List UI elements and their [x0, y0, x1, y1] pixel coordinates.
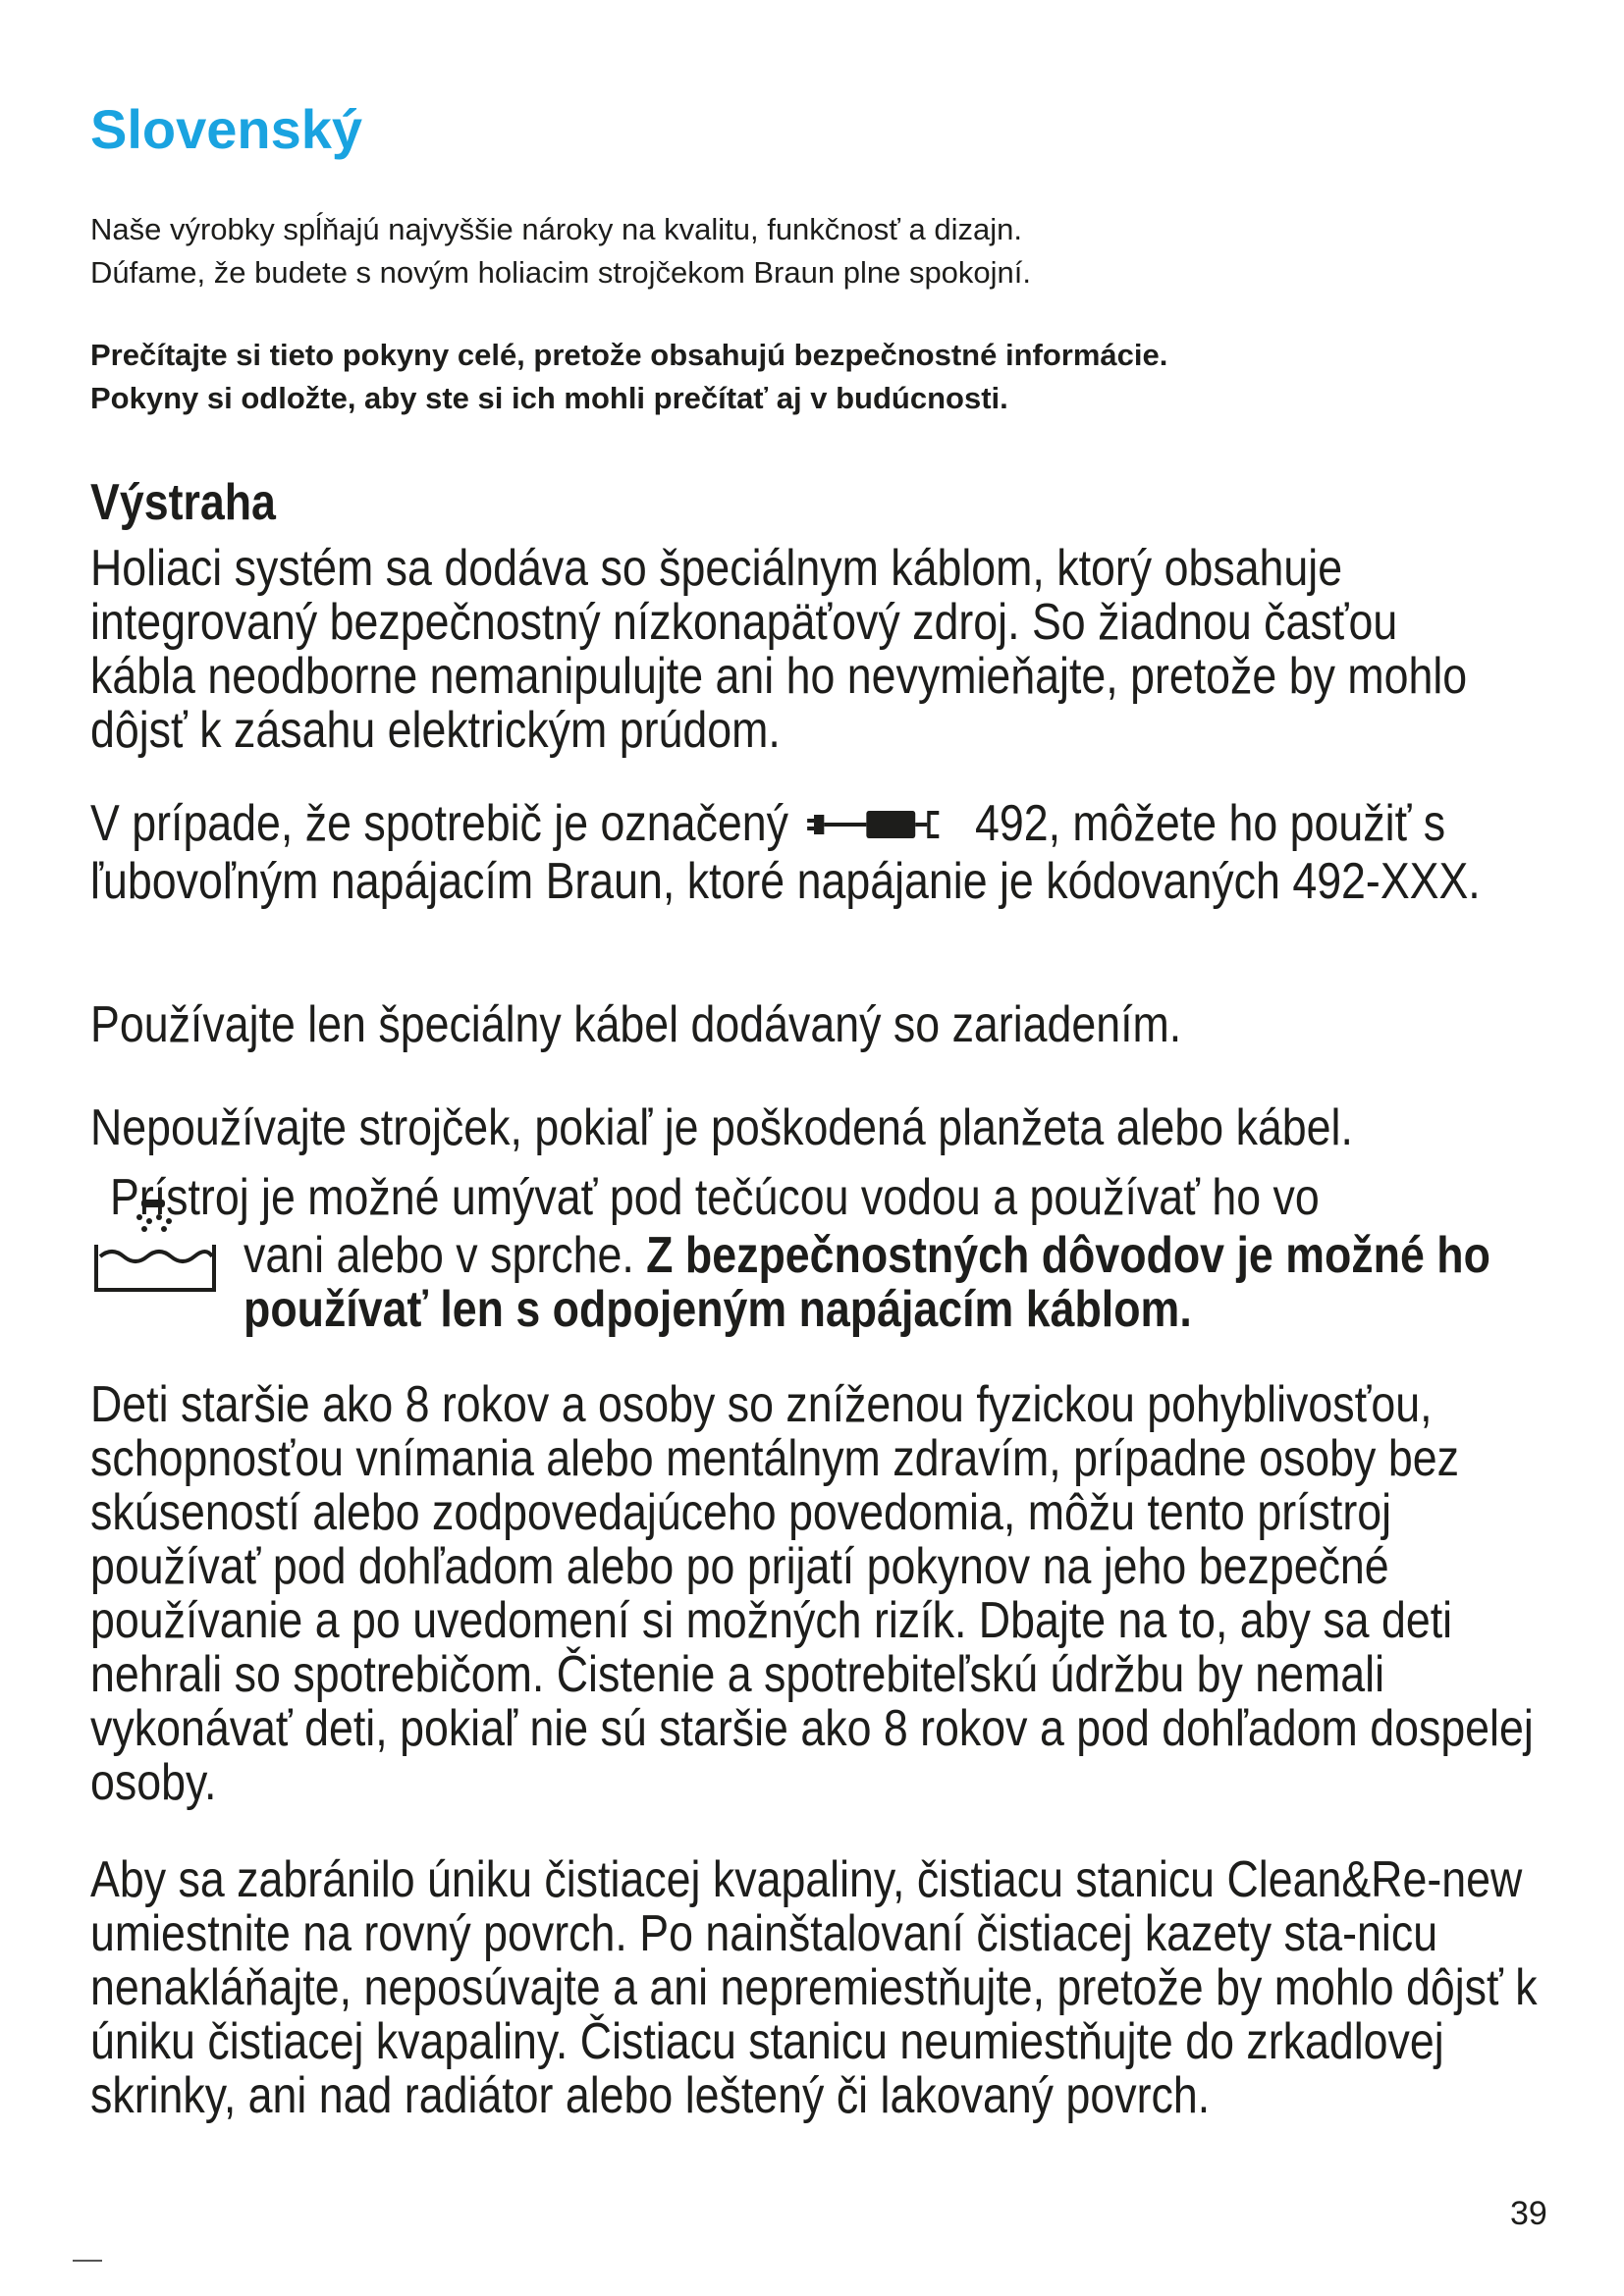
marked-text-before: V prípade, že spotrebič je označený: [90, 795, 788, 852]
intro-line: Dúfame, že budete s novým holiacim strojčekom Braun plne spokojní.: [90, 255, 1032, 290]
paragraph-washable-rest: [244, 1229, 1595, 1337]
paragraph-cleaning-station: Aby sa zabránilo úniku čistiacej kvapaliny, čistiacu stanicu Clean&Re-new umiestnite na rovný povrch. Po nainštalovaní čistiacej kazety sta-nicu nenakláňajte, neposúvajte a ani nepremiestňujte, pretože by mohlo dôjsť k úniku čistiacej kvapaliny. Čistiacu stanicu neumiestňujte do zrkadlovej skrinky, ani nad radiátor alebo leštený či lakovaný povrch.: [90, 1851, 1538, 2124]
warning-title: Výstraha: [90, 474, 276, 531]
language-heading: Slovenský: [90, 98, 363, 160]
washable-bold-warning: Z bezpečnostných dôvodov je možné ho používať len s odpojeným napájacím káblom.: [244, 1227, 1490, 1338]
paragraph-washable-line1: Prístroj je možné umývať pod tečúcou vodou a používať ho vo: [110, 1169, 1320, 1226]
power-plug-icon: [806, 801, 958, 855]
paragraph-cable: Holiaci systém sa dodáva so špeciálnym káblom, ktorý obsahuje integrovaný bezpečnostný nízkonapäťový zdroj. So žiadnou časťou kábla neodborne nemanipulujte ani ho nevymieňajte, pretože by mohlo dôjsť k zásahu elektrickým prúdom.: [90, 540, 1468, 759]
intro-text: [90, 208, 1504, 294]
intro-bold-line: Pokyny si odložte, aby ste si ich mohli prečítať aj v budúcnosti.: [90, 381, 1008, 415]
intro-bold-line: Prečítajte si tieto pokyny celé, pretože obsahujú bezpečnostné informácie.: [90, 338, 1168, 372]
page-number: 39: [1510, 2195, 1547, 2232]
corner-divider: [73, 2260, 102, 2262]
paragraph-damaged: Nepoužívajte strojček, pokiaľ je poškodená planžeta alebo kábel.: [90, 1099, 1353, 1156]
paragraph-marked: [90, 797, 1509, 909]
paragraph-children: Deti staršie ako 8 rokov a osoby so zníženou fyzickou pohyblivosťou, schopnosťou vnímania alebo mentálnym zdravím, prípadne osoby bez skúseností alebo zodpovedajúceho povedomia, môžu tento prístroj používať pod dohľadom alebo po prijatí pokynov na jeho bezpečné používanie a po uvedomení si možných rizík. Dbajte na to, aby sa deti nehrali so spotrebičom. Čistenie a spotrebiteľskú údržbu by nemali vykonávať deti, pokiaľ nie sú staršie ako 8 rokov a pod dohľadom dospelej osoby.: [90, 1376, 1534, 1811]
marked-text-after: 492, môžete ho použiť s ľubovoľným napájacím Braun, ktoré napájanie je kódovaných 492-XXX.: [90, 795, 1481, 910]
intro-bold-text: [90, 334, 1543, 420]
paragraph-special-cable: Používajte len špeciálny kábel dodávaný so zariadením.: [90, 996, 1182, 1053]
intro-line: Naše výrobky spĺňajú najvyššie nároky na kvalitu, funkčnosť a dizajn.: [90, 212, 1022, 246]
washable-line2: vani alebo v sprche.: [244, 1227, 634, 1284]
